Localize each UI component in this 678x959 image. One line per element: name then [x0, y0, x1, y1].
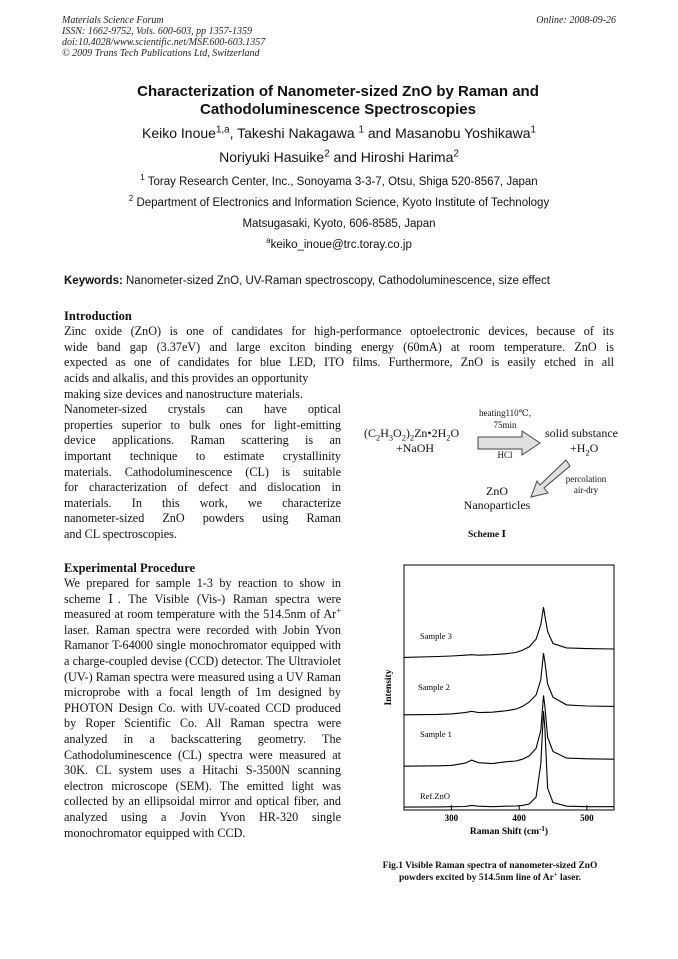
x-tick-label: 500: [580, 813, 594, 823]
journal-header: [62, 15, 265, 59]
online-date: Online: 2008-09-26: [536, 15, 616, 26]
intro-col-line: acids and alkalis, and this provides an opportunity: [64, 371, 309, 385]
reaction-scheme: [352, 398, 632, 548]
y-axis-label: Intensity: [384, 669, 394, 706]
scheme-airdry: air-dry: [573, 485, 599, 495]
copyright: © 2009 Trans Tech Publications Ltd, Switzerland: [62, 48, 260, 59]
intro-col-line: materials. Cathodoluminescence (CL) is suitable: [64, 464, 341, 479]
affiliation-2-city: Matsugasaki, Kyoto, 606-8585, Japan: [242, 218, 436, 230]
scheme-percolation: percolation: [565, 474, 607, 484]
series-label: Sample 1: [420, 729, 452, 739]
keywords: [64, 274, 550, 288]
section-heading-experimental: Experimental Procedure: [64, 561, 196, 575]
issn: ISSN: 1662-9752, Vols. 600-603, pp 1357-1359: [62, 26, 252, 37]
scheme-time: 75min: [493, 420, 517, 430]
series-label: Sample 2: [418, 682, 450, 692]
scheme-naoh: +NaOH: [396, 441, 435, 455]
scheme-hcl: HCl: [497, 450, 513, 460]
paper-title: [62, 83, 614, 119]
series-label: Ref.ZnO: [420, 791, 450, 801]
figure-caption: [356, 860, 624, 884]
scheme-zno: ZnO: [486, 484, 508, 498]
intro-col-line: properties superior to bulk ones for light-emitting: [64, 417, 341, 432]
scheme-caption: Scheme Ⅰ: [468, 530, 506, 540]
intro-line: wide band gap (3.37eV) and large exciton binding energy (60mA) at room temperature. ZnO is: [64, 339, 614, 354]
intro-col-line: nanometer-sized ZnO powders using Raman: [64, 511, 341, 526]
keywords-text: Nanometer-sized ZnO, UV-Raman spectroscopy, Cathodoluminescence, size effect: [122, 275, 550, 287]
title-line-2: Cathodoluminescence Spectroscopies: [200, 101, 476, 118]
scheme-product: solid substance: [545, 426, 618, 440]
intro-col-line: making size devices and nanostructure materials.: [64, 386, 303, 401]
intro-line: Zinc oxide (ZnO) is one of candidates for high-performance optoelectronic devices, because of its: [64, 324, 614, 338]
affiliations: [40, 175, 638, 252]
doi: doi:10.4028/www.scientific.net/MSF.600-603.1357: [62, 37, 266, 48]
scheme-nanoparticles: Nanoparticles: [463, 498, 531, 512]
scheme-heating: heating110℃,: [479, 408, 531, 418]
introduction-column: [64, 371, 341, 543]
authors-line-2: Noriyuki Hasuike$^2$ and Hiroshi Harima$^2$: [219, 148, 459, 165]
intro-col-line: for characterization of defect and dislocation in: [64, 480, 341, 495]
x-axis-label: Raman Shift $(cm^{-1})$: [469, 825, 549, 837]
intro-col-line: materials. In this work, we characterize: [64, 495, 341, 510]
affiliation-2: $^2$ Department of Electronics and Information Science, Kyoto Institute of Technology: [128, 194, 550, 209]
title-line-1: Characterization of Nanometer-sized ZnO by Raman and: [137, 83, 539, 100]
figure-caption-line-1: Fig.1 Visible Raman spectra of nanometer-sized ZnO: [382, 861, 598, 871]
intro-col-line: Nanometer-sized crystals can have optical: [64, 402, 341, 417]
section-heading-introduction: Introduction: [64, 309, 132, 323]
authors-line-1: Keiko Inoue$^{1,a}$, Takeshi Nakagawa $^1$ and Masanobu Yoshikawa$^1$: [142, 124, 536, 141]
experimental-paragraph: We prepared for sample 1-3 by reaction to show in scheme Ⅰ. The Visible (Vis-) Raman spectra were measured at room temperature with the 514.5nm of Ar+ laser. Raman spectra were recorded with Jobin Yvon Ramanor T-64000 single monochromator equipped with a charge-coupled devise (CCD) detector. The Ultraviolet (UV-) Raman spectra were measured using a UV Raman microprobe with a focal length of 1m designed by PHOTON Design Co. with UV-coated CCD produced by Roper Scientific Co. All Raman spectra were analyzed in a backscattering geometry. The Cathodoluminescence (CL) spectra were measured at 30K. CL system uses a Hitachi S-3500N scanning electron microscope (SEM). The emitted light was collected by an ellipsoidal mirror and optical fiber, and analyzed using a Jovin Yvon HR-320 single monochromator equipped with CCD.: [64, 576, 341, 840]
author-email: $^a$keiko_inoue@trc.toray.co.jp: [266, 236, 412, 251]
x-tick-label: 400: [512, 813, 526, 823]
scheme-water: $+H_2O$: [570, 441, 599, 458]
intro-col-line: device applications. Raman scattering is an: [64, 433, 341, 448]
keywords-label: Keywords:: [64, 275, 123, 287]
intro-line: expected as one of candidates for blue LED, ITO films. Furthermore, ZnO is easily etched in all: [64, 355, 614, 370]
introduction-full-width: [64, 324, 614, 371]
affiliation-1: $^1$ Toray Research Center, Inc., Sonoyama 3-3-7, Otsu, Shiga 520-8567, Japan: [140, 173, 538, 188]
raman-spectra-chart: [372, 555, 622, 845]
journal-name: Materials Science Forum: [62, 15, 164, 26]
figure-caption-line-2: powders excited by 514.5nm line of Ar+ laser.: [398, 870, 582, 883]
intro-col-line: important technique to estimate crystallinity: [64, 448, 341, 463]
series-label: Sample 3: [420, 631, 452, 641]
author-list: [40, 124, 638, 167]
x-tick-label: 300: [444, 813, 459, 823]
scheme-reactant: $(C_2H_3O_2)_2Zn•2H_2O$: [364, 426, 460, 443]
intro-col-line: and CL spectroscopies.: [64, 526, 177, 541]
